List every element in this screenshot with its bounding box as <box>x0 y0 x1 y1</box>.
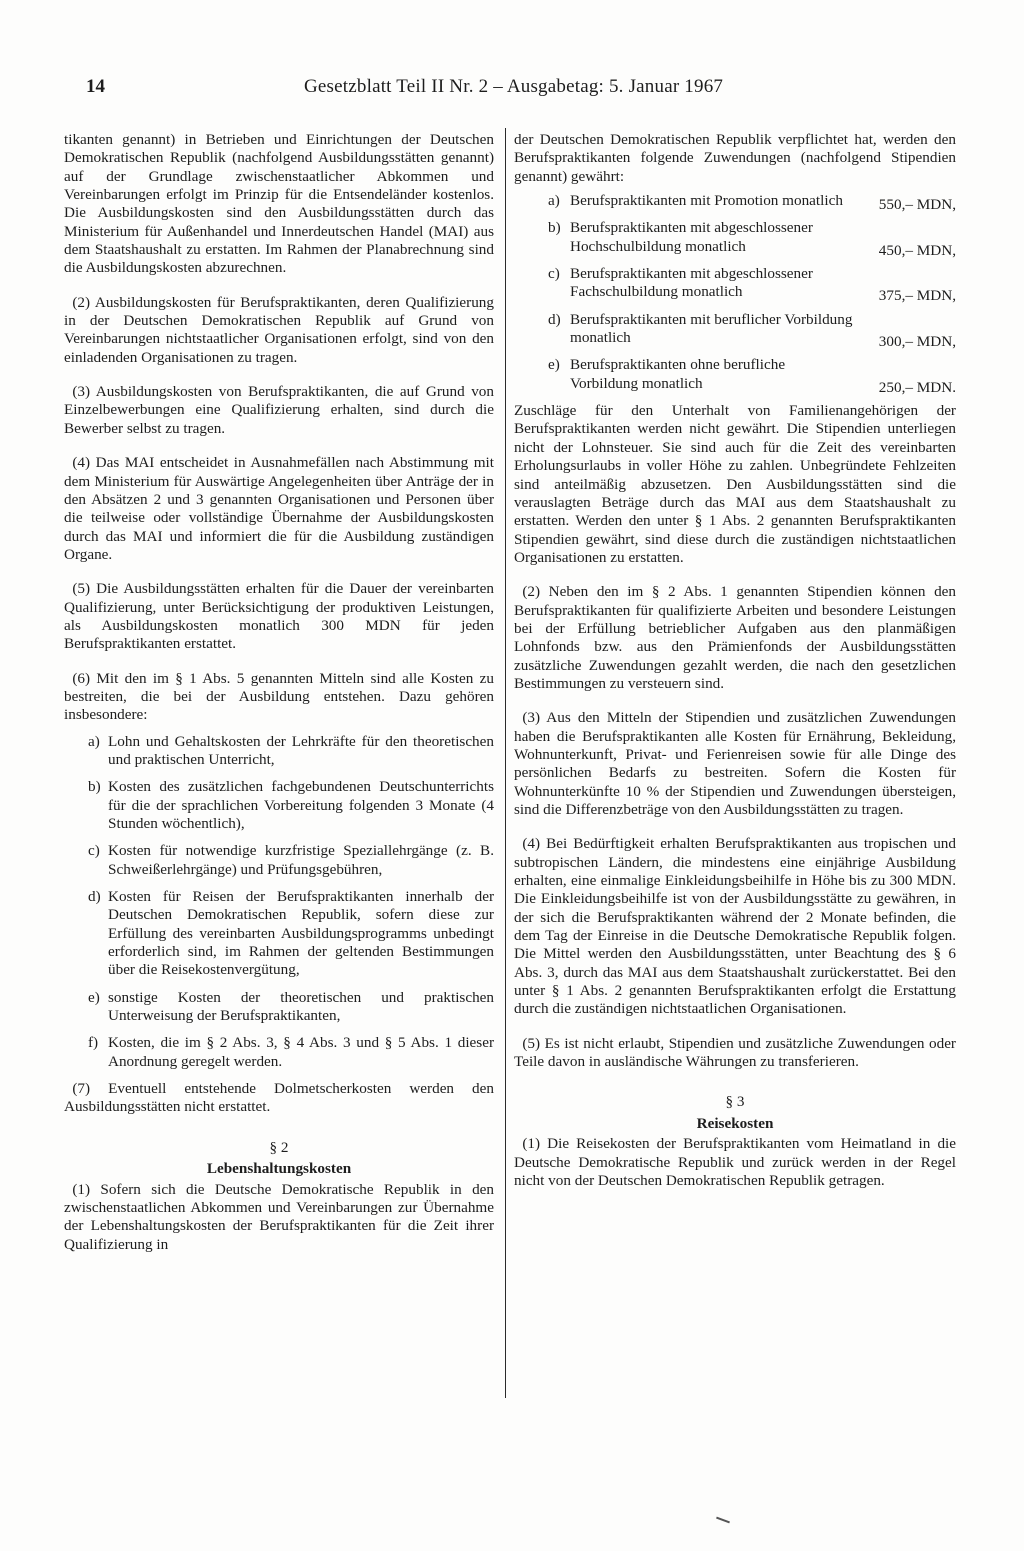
section-2-title: Lebenshaltungskosten <box>206 1160 352 1178</box>
stipend-marker: e) <box>548 356 560 374</box>
list-marker: e) <box>88 988 100 1006</box>
stipend-amount: 450,– MDN, <box>878 241 956 259</box>
column-divider <box>505 128 506 1398</box>
stipend-amount: 550,– MDN, <box>878 196 956 214</box>
right-paragraph-3: (2) Neben den im § 2 Abs. 1 genannten Stipendien können den Berufspraktikanten für qualifizierte Arbeiten und besondere Leistungen bei der Erfüllung betrieblicher Aufgaben aus den planmäßigen Lohnfonds bzw. aus den Prämienfonds der Ausbildungsstätten zusätzliche Zuwendungen gezahlt werden, die nach den gesetzlichen Bestimmungen zu versteuern sind. <box>514 583 956 692</box>
list-item <box>64 842 494 879</box>
list-item <box>64 888 494 980</box>
page-number: 14 <box>86 76 105 97</box>
section-3-title: Reisekosten <box>696 1114 774 1132</box>
list-item-text: Lohn und Gehaltskosten der Lehrkräfte für den theoretischen und praktischen Unterricht, <box>108 732 494 768</box>
stipend-item <box>514 265 956 305</box>
right-paragraph-6: (5) Es ist nicht erlaubt, Stipendien und zusätzliche Zuwendungen oder Teile davon in ausländische Währungen zu transferieren. <box>514 1034 956 1071</box>
list-marker: c) <box>88 842 100 860</box>
scan-mark <box>716 1517 730 1524</box>
stipend-item <box>514 310 956 351</box>
stipend-item <box>514 356 956 396</box>
left-paragraph-4: (4) Das MAI entscheidet in Ausnahmefällen nach Abstimmung mit dem Ministerium für Auswärtige Angelegenheiten über Anträge der in den Absätzen 2 und 3 genannten Organisationen und Personen über die teilweise oder vollständige Übernahme der Ausbildungskosten durch das MAI und informiert die für die Ausbildung zuständigen Organe. <box>64 454 494 563</box>
stipend-description: Berufspraktikanten ohne berufliche Vorbildung monatlich <box>570 356 786 392</box>
right-column <box>514 131 956 1190</box>
section-3-number: § 3 <box>725 1093 745 1111</box>
cost-list <box>64 733 494 1072</box>
list-item-text: sonstige Kosten der theoretischen und praktischen Unterweisung der Berufspraktikanten, <box>108 988 494 1025</box>
stipend-marker: d) <box>548 310 561 328</box>
section-2-paragraph-1: (1) Sofern sich die Deutsche Demokratische Republik in den zwischenstaatlichen Abkommen und Vereinbarungen zur Übernahme der Lebenshaltungskosten der Berufspraktikanten für die Zeit ihrer Qualifizierung in <box>64 1180 494 1253</box>
stipend-description: Berufspraktikanten mit beruflicher Vorbildung monatlich <box>570 310 853 347</box>
stipend-description: Berufspraktikanten mit abgeschlossener Fachschulbildung monatlich <box>570 265 813 301</box>
stipend-amount: 250,– MDN. <box>878 378 956 396</box>
left-paragraph-3: (3) Ausbildungskosten von Berufspraktikanten, die auf Grund von Einzelbewerbungen eine Qualifizierung erhalten, sind durch die Bewerber selbst zu tragen. <box>64 383 494 437</box>
list-item-text: Kosten, die im § 2 Abs. 3, § 4 Abs. 3 und § 5 Abs. 1 dieser Anordnung geregelt werden. <box>108 1034 494 1070</box>
stipend-marker: c) <box>548 265 560 283</box>
left-paragraph-1: tikanten genannt) in Betrieben und Einrichtungen der Deutschen Demokratischen Republik (nachfolgend Ausbildungsstätten genannt) auf der Grundlage zwischenstaatlicher Abkommen und Vereinbarungen erfolgt im Prinzip für die Entsendeländer kostenlos. Die Ausbildungskosten sind den Ausbildungsstätten durch das Ministerium für Außenhandel und Innerdeutschen Handel (MAI) aus dem Staatshaushalt zu erstatten. Im Rahmen der Planabrechnung sind die Ausbildungskosten abzurechnen. <box>64 131 494 277</box>
left-paragraph-7: (7) Eventuell entstehende Dolmetscherkosten werden den Ausbildungsstätten nicht erstattet. <box>64 1080 494 1116</box>
running-title: Gesetzblatt Teil II Nr. 2 – Ausgabetag: 5. Januar 1967 <box>304 76 724 97</box>
stipend-marker: b) <box>548 219 561 237</box>
right-paragraph-2: Zuschläge für den Unterhalt von Familienangehörigen der Berufspraktikanten werden nicht gewährt. Die Stipendien unterliegen nicht der Lohnsteuer. Sie sind auch für die Zeit des vereinbarten Erholungsurlaubs in voller Höhe zu zahlen. Unbegründete Fehlzeiten sind anteilmäßig abzusetzen. Den Ausbildungsstätten sind die verauslagten Beträge durch das MAI aus dem Staatshaushalt zu erstatten. Werden den unter § 1 Abs. 2 genannten Berufspraktikanten Stipendien gewährt, sind diese durch die zuständigen nichtstaatlichen Organisationen zu erstatten. <box>514 402 956 566</box>
list-item-text: Kosten des zusätzlichen fachgebundenen Deutschunterrichts für die der sprachlichen Vorbereitung folgenden 3 Monate (4 Stunden wöchentlich), <box>108 778 494 832</box>
left-paragraph-6: (6) Mit den im § 1 Abs. 5 genannten Mitteln sind alle Kosten zu bestreiten, die bei der Ausbildung entstehen. Dazu gehören insbesondere: <box>64 669 494 724</box>
list-marker: a) <box>88 732 100 750</box>
list-item <box>64 1034 494 1071</box>
section-2-number: § 2 <box>269 1138 289 1156</box>
list-item-text: Kosten für Reisen der Berufspraktikanten innerhalb der Deutschen Demokratischen Republik, sofern diese zur Erfüllung des vereinbarten Ausbildungsprogramms unbedingt erforderlich sind, im Rahmen der geltenden Bestimmungen über die Reisekostenvergütung, <box>108 888 494 979</box>
page-header <box>86 76 966 106</box>
list-marker: b) <box>88 778 101 796</box>
stipend-description: Berufspraktikanten mit abgeschlossener Hochschulbildung monatlich <box>570 219 813 255</box>
stipend-marker: a) <box>548 192 560 210</box>
list-marker: d) <box>88 888 101 906</box>
right-paragraph-4: (3) Aus den Mitteln der Stipendien und zusätzlichen Zuwendungen haben die Berufspraktikanten alle Kosten für Ernährung, Bekleidung, Wohnunterkunft, Privat- und Ferienreisen sowie für alle Dinge des persönlichen Bedarfs zu bestreiten. Sofern die Kosten für Wohnunterkünfte 10 % der Stipendien und Zuwendungen übersteigen, sind die Differenzbeträge von den Ausbildungsstätten zu tragen. <box>514 709 956 818</box>
left-column <box>64 131 494 1254</box>
left-paragraph-2: (2) Ausbildungskosten für Berufspraktikanten, deren Qualifizierung in der Deutschen Demokratischen Republik auf Grund von Vereinbarungen nichtstaatlicher Organisationen erfolgt, sind von den einladenden Organisationen zu tragen. <box>64 293 494 366</box>
list-item-text: Kosten für notwendige kurzfristige Speziallehrgänge (z. B. Schweißerlehrgänge) und Prüfungsgebühren, <box>108 842 494 878</box>
list-item <box>64 733 494 770</box>
right-paragraph-5: (4) Bei Bedürftigkeit erhalten Berufspraktikanten aus tropischen und subtropischen Ländern, die mindestens eine einjährige Ausbildung erhalten, eine einmalige Einkleidungsbeihilfe in Höhe bis zu 300 MDN. Die Einkleidungsbeihilfe ist von der Ausbildungsstätte zu gewähren, in der sich die Berufspraktikanten während der 2 Monate befinden, die dem Tag der Einreise in die Deutsche Demokratische Republik folgen. Die Mittel werden den Ausbildungsstätten, unter Beachtung des § 6 Abs. 3, durch das MAI aus dem Staatshaushalt zurückerstattet. Bei den unter § 1 Abs. 2 genannten Berufspraktikanten erfolgt die Erstattung durch die zuständigen nichtstaatlichen Organisationen. <box>514 835 956 1018</box>
stipend-list <box>514 192 956 396</box>
right-paragraph-1: der Deutschen Demokratischen Republik verpflichtet hat, werden den Berufspraktikanten folgende Zuwendungen (nachfolgend Stipendien genannt) gewährt: <box>514 131 956 185</box>
stipend-amount: 375,– MDN, <box>878 287 956 305</box>
list-item <box>64 778 494 833</box>
list-item <box>64 989 494 1026</box>
section-3-paragraph-1: (1) Die Reisekosten der Berufspraktikanten vom Heimatland in die Deutsche Demokratische Republik und zurück werden in der Regel nicht von der Deutschen Demokratischen Republik getragen. <box>514 1135 956 1189</box>
stipend-item <box>514 219 956 259</box>
left-paragraph-5: (5) Die Ausbildungsstätten erhalten für die Dauer der vereinbarten Qualifizierung, unter Berücksichtigung der produktiven Leistungen, als Ausbildungskosten monatlich 300 MDN für jeden Berufspraktikanten erstattet. <box>64 580 494 653</box>
stipend-item <box>514 192 956 214</box>
stipend-description: Berufspraktikanten mit Promotion monatlich <box>570 192 843 210</box>
stipend-amount: 300,– MDN, <box>878 333 956 351</box>
list-marker: f) <box>88 1034 99 1052</box>
